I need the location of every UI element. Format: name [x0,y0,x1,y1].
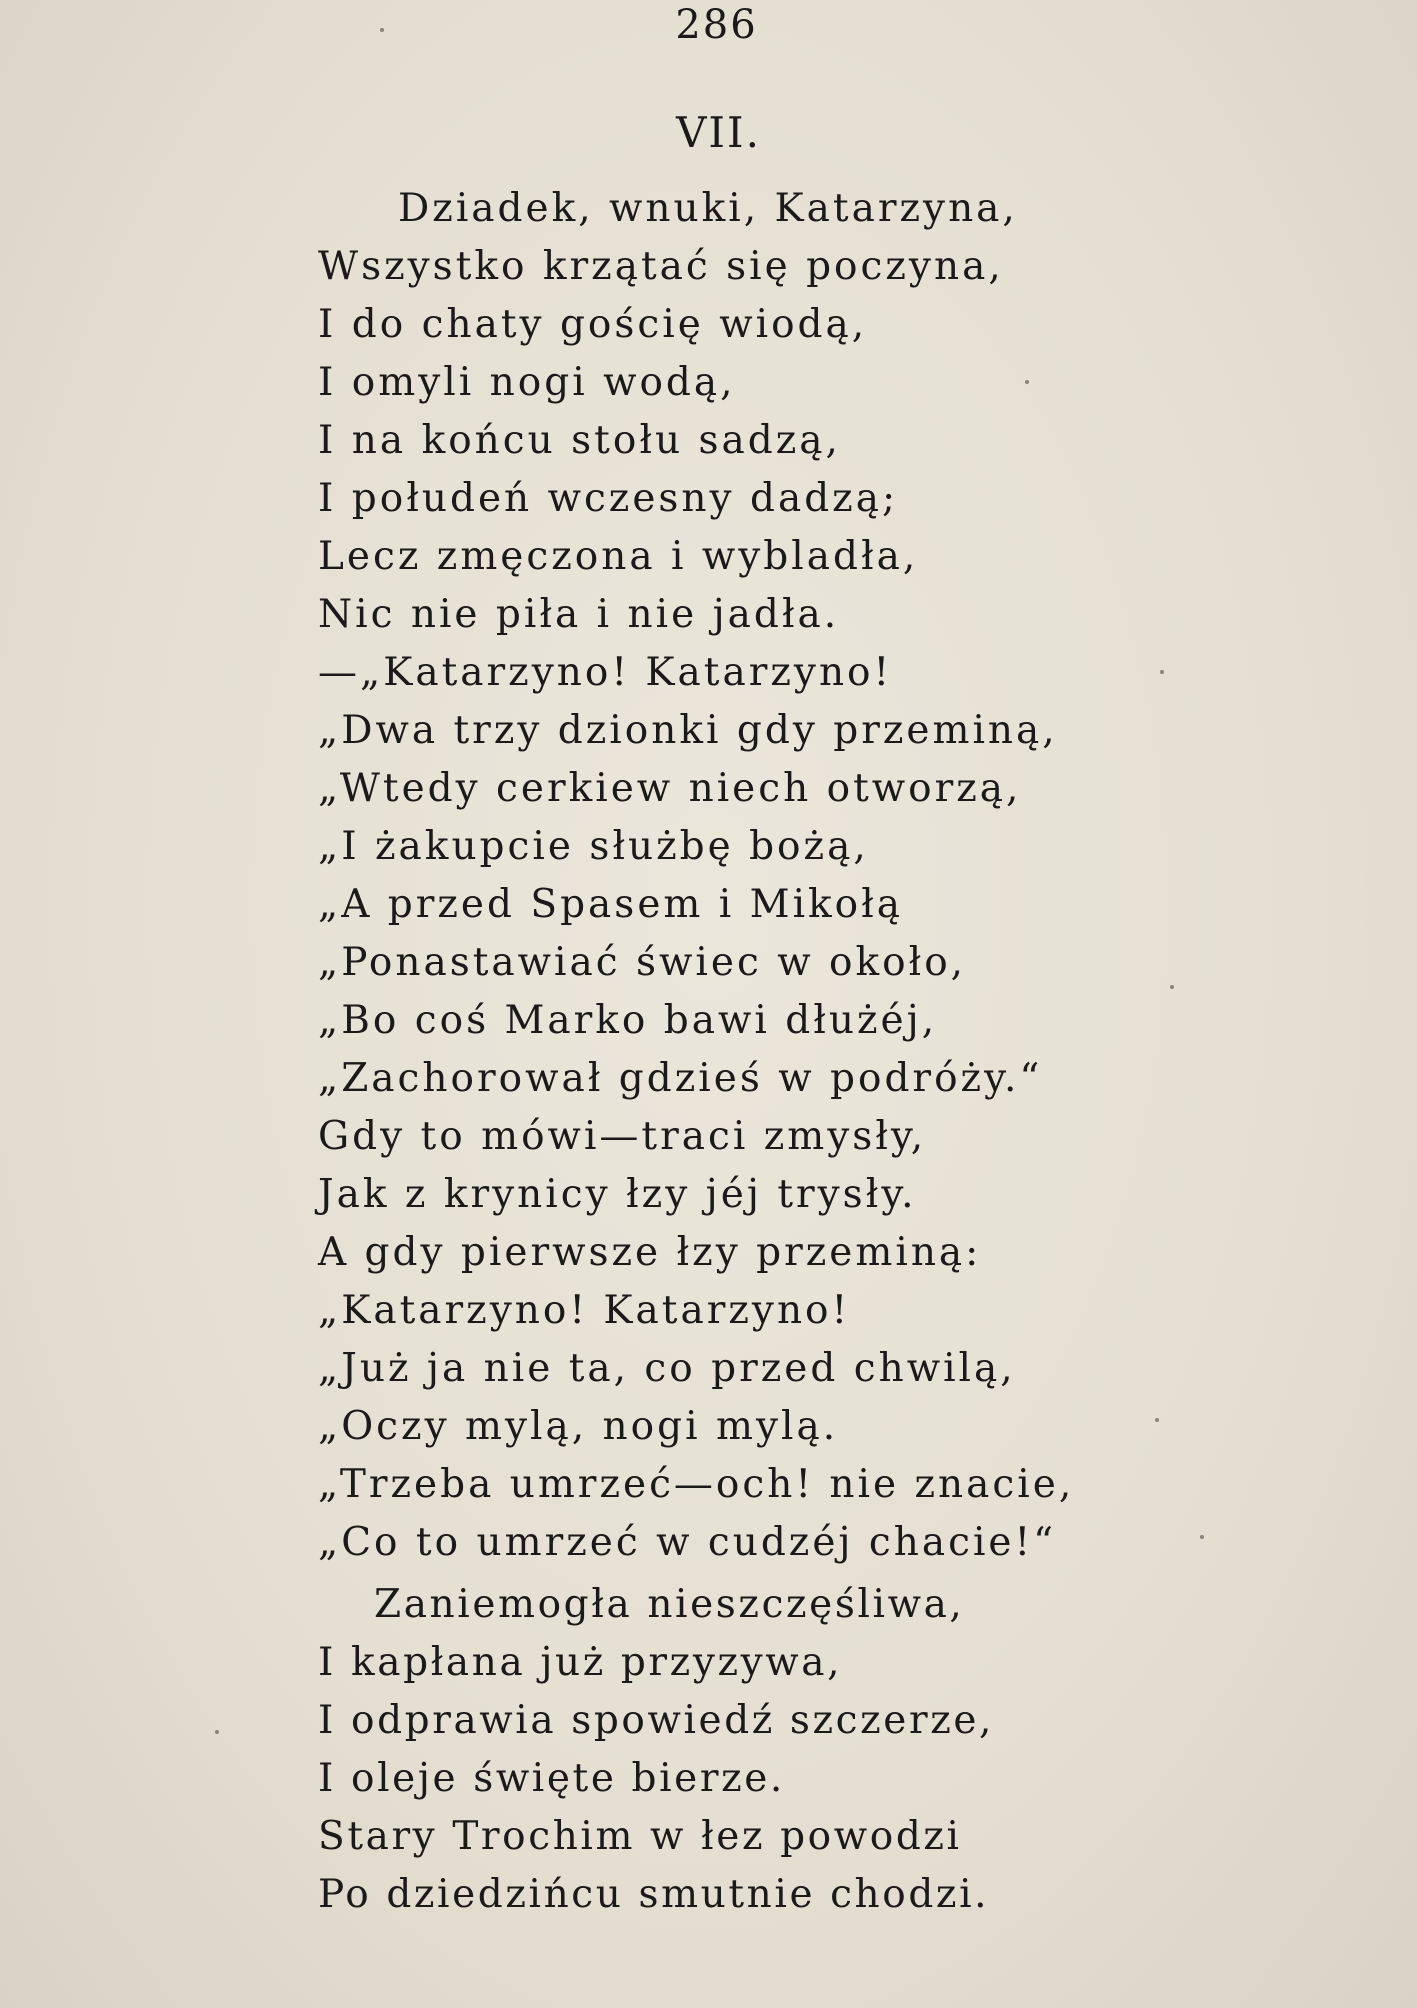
poem-line: Dziadek, wnuki, Katarzyna, [398,186,1018,231]
poem-line: I kapłana już przyzywa, [318,1640,843,1685]
stanza-1 [318,180,1318,1572]
poem-line: „Co to umrzeć w cudzéj chacie!“ [318,1520,1057,1565]
paper-speck [1155,1418,1159,1422]
stanza-2 [318,1576,1318,1924]
paper-speck [380,28,384,32]
poem-line: I omyli nogi wodą, [318,360,736,405]
poem-line: „Zachorował gdzieś w podróży.“ [318,1056,1043,1101]
poem-line: „Wtedy cerkiew niech otworzą, [318,766,1022,811]
poem-line: „I żakupcie służbę bożą, [318,824,869,869]
poem-line: Zaniemogła nieszczęśliwa, [374,1582,965,1627]
poem-line: Gdy to mówi—traci zmysły, [318,1114,927,1159]
poem-line: Jak z krynicy łzy jéj trysły. [318,1172,917,1217]
poem-line: „Ponastawiać świec w około, [318,940,967,985]
poem-line: I na końcu stołu sadzą, [318,418,841,463]
poem-line: I oleje święte bierze. [318,1756,785,1801]
poem-line: „Katarzyno! Katarzyno! [318,1288,851,1333]
poem-line: „Bo coś Marko bawi dłużéj, [318,998,938,1043]
poem-line: „Już ja nie ta, co przed chwilą, [318,1346,1016,1391]
poem-line: Po dziedzińcu smutnie chodzi. [318,1872,990,1917]
poem-line: Nic nie piła i nie jadła. [318,592,840,637]
paper-speck [1200,1535,1204,1539]
poem-line: Wszystko krzątać się poczyna, [318,244,1004,289]
poem-line: I do chaty gościę wiodą, [318,302,868,347]
poem-line: „Dwa trzy dzionki gdy przeminą, [318,708,1058,753]
poem-line: I odprawia spowiedź szczerze, [318,1698,995,1743]
poem-line: „Oczy mylą, nogi mylą. [318,1404,839,1449]
paper-speck [215,1730,219,1734]
poem-line: —„Katarzyno! Katarzyno! [318,650,893,695]
page-number: 286 [675,2,758,48]
section-title: VII. [676,108,761,157]
paper-speck [1025,380,1029,384]
poem-line: A gdy pierwsze łzy przeminą: [318,1230,982,1275]
poem-line: I połudeń wczesny dadzą; [318,476,899,521]
paper-speck [1170,985,1174,989]
poem-line: „Trzeba umrzeć—och! nie znacie, [318,1462,1075,1507]
paper-speck [1160,670,1164,674]
poem-line: „A przed Spasem i Mikołą [318,882,904,927]
poem-line: Lecz zmęczona i wybladła, [318,534,919,579]
poem-line: Stary Trochim w łez powodzi [318,1814,962,1859]
